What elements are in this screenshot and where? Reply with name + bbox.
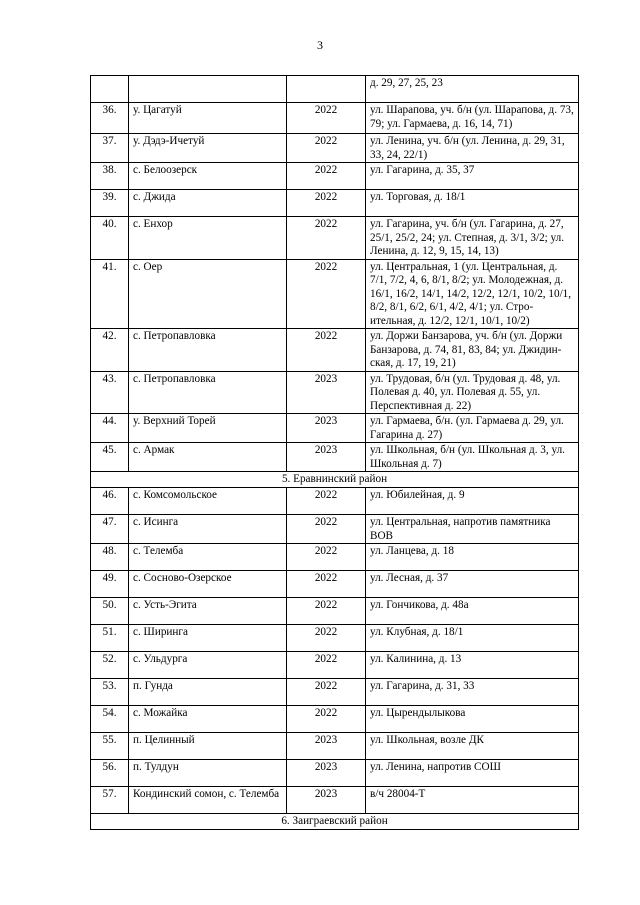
row-year: 2022 xyxy=(287,163,366,190)
row-place: с. Сосново-Озерское xyxy=(129,571,287,598)
table-row xyxy=(91,706,579,733)
table-row xyxy=(91,733,579,760)
row-place: п. Тулдун xyxy=(129,760,287,787)
row-address: ул. Калинина, д. 13 xyxy=(366,652,579,679)
row-year: 2023 xyxy=(287,443,366,472)
row-place: с. Армак xyxy=(129,443,287,472)
table-row xyxy=(91,443,579,472)
table-row-continuation xyxy=(91,76,579,103)
facilities-table xyxy=(90,75,579,830)
row-year: 2022 xyxy=(287,625,366,652)
table-row xyxy=(91,163,579,190)
table-row xyxy=(91,544,579,571)
table-row xyxy=(91,598,579,625)
district-heading: 6. Заиграевский район xyxy=(91,814,579,830)
row-number: 48. xyxy=(91,544,129,571)
table-row xyxy=(91,371,579,414)
row-address: ул. Гагарина, уч. б/н (ул. Гагарина, д. 27, 25/1, 25/2, 24; ул. Степная, д. 3/1, 3/2; ул. Ленина, д. 12, 9, 15, 14, 13) xyxy=(366,217,579,260)
row-year: 2022 xyxy=(287,571,366,598)
row-number: 53. xyxy=(91,679,129,706)
row-place: с. Оер xyxy=(129,259,287,329)
row-address: ул. Ленина, напротив СОШ xyxy=(366,760,579,787)
district-heading: 5. Еравнинский район xyxy=(91,472,579,488)
district-row xyxy=(91,814,579,830)
row-year: 2022 xyxy=(287,259,366,329)
row-address: ул. Гончикова, д. 48а xyxy=(366,598,579,625)
table-row xyxy=(91,625,579,652)
row-address: ул. Клубная, д. 18/1 xyxy=(366,625,579,652)
row-number: 36. xyxy=(91,103,129,134)
table-row xyxy=(91,760,579,787)
row-place: с. Джида xyxy=(129,190,287,217)
row-year: 2023 xyxy=(287,733,366,760)
row-address: ул. Школьная, б/н (ул. Школьная д. 3, ул. Школьная д. 7) xyxy=(366,443,579,472)
row-address: ул. Цырендылыкова xyxy=(366,706,579,733)
row-place: с. Енхор xyxy=(129,217,287,260)
row-number: 57. xyxy=(91,787,129,814)
table-row xyxy=(91,787,579,814)
row-address: ул. Лесная, д. 37 xyxy=(366,571,579,598)
row-year: 2022 xyxy=(287,488,366,515)
row-address: ул. Центральная, 1 (ул. Центральная, д. 7/1, 7/2, 4, 6, 8/1, 8/2; ул. Молодежная, д. 16/1, 16/2, 14/1, 14/2, 12/2, 12/1, 10/2, 10/1, 8/2, 8/1, 6/2, 6/1, 4/2, 4/1; ул. Стро-ительная, д. 12/2, 12/1, 10/1, 10/2) xyxy=(366,259,579,329)
row-year: 2023 xyxy=(287,787,366,814)
row-number: 50. xyxy=(91,598,129,625)
table-row xyxy=(91,488,579,515)
table-row xyxy=(91,190,579,217)
row-address: ул. Центральная, напротив памятника ВОВ xyxy=(366,515,579,544)
row-place: с. Можайка xyxy=(129,706,287,733)
row-place: с. Ульдурга xyxy=(129,652,287,679)
row-place: п. Целинный xyxy=(129,733,287,760)
row-place: с. Петропавловка xyxy=(129,329,287,372)
row-year: 2022 xyxy=(287,544,366,571)
row-number: 52. xyxy=(91,652,129,679)
row-year: 2022 xyxy=(287,515,366,544)
table-row xyxy=(91,571,579,598)
row-address: ул. Трудовая, б/н (ул. Трудовая д. 48, ул. Полевая д. 40, ул. Полевая д. 55, ул. Перспективная д. 22) xyxy=(366,371,579,414)
row-address: в/ч 28004-Т xyxy=(366,787,579,814)
row-number: 56. xyxy=(91,760,129,787)
table-row xyxy=(91,134,579,163)
row-place: п. Гунда xyxy=(129,679,287,706)
table-row xyxy=(91,414,579,443)
row-number: 43. xyxy=(91,371,129,414)
row-number: 39. xyxy=(91,190,129,217)
row-year: 2022 xyxy=(287,103,366,134)
row-number: 40. xyxy=(91,217,129,260)
row-year: 2022 xyxy=(287,598,366,625)
row-address: ул. Доржи Банзарова, уч. б/н (ул. Доржи Банзарова, д. 74, 81, 83, 84; ул. Джидин-ская, д. 17, 19, 21) xyxy=(366,329,579,372)
table-row xyxy=(91,515,579,544)
row-address: ул. Гармаева, б/н. (ул. Гармаева д. 29, ул. Гагарина д. 27) xyxy=(366,414,579,443)
row-year: 2022 xyxy=(287,706,366,733)
row-number: 41. xyxy=(91,259,129,329)
row-number: 49. xyxy=(91,571,129,598)
row-address: ул. Юбилейная, д. 9 xyxy=(366,488,579,515)
row-address: ул. Шарапова, уч. б/н (ул. Шарапова, д. 73, 79; ул. Гармаева, д. 16, 14, 71) xyxy=(366,103,579,134)
row-address: д. 29, 27, 25, 23 xyxy=(366,76,579,103)
row-year: 2022 xyxy=(287,679,366,706)
row-place: у. Цагатуй xyxy=(129,103,287,134)
row-place: у. Дэдэ-Ичетуй xyxy=(129,134,287,163)
row-year: 2023 xyxy=(287,414,366,443)
table-row xyxy=(91,259,579,329)
row-place: с. Ширинга xyxy=(129,625,287,652)
row-number: 55. xyxy=(91,733,129,760)
row-number: 42. xyxy=(91,329,129,372)
row-year: 2022 xyxy=(287,134,366,163)
row-number: 54. xyxy=(91,706,129,733)
row-place: с. Усть-Эгита xyxy=(129,598,287,625)
row-place: с. Телемба xyxy=(129,544,287,571)
table-row xyxy=(91,652,579,679)
table-row xyxy=(91,103,579,134)
row-number: 44. xyxy=(91,414,129,443)
district-row xyxy=(91,472,579,488)
row-year: 2022 xyxy=(287,217,366,260)
row-number: 45. xyxy=(91,443,129,472)
row-year: 2022 xyxy=(287,329,366,372)
row-place: с. Петропавловка xyxy=(129,371,287,414)
row-place: с. Комсомольское xyxy=(129,488,287,515)
row-number: 51. xyxy=(91,625,129,652)
row-year: 2022 xyxy=(287,652,366,679)
row-year xyxy=(287,76,366,103)
row-place: у. Верхний Торей xyxy=(129,414,287,443)
row-address: ул. Ланцева, д. 18 xyxy=(366,544,579,571)
page-number: 3 xyxy=(317,38,323,52)
row-address: ул. Школьная, возле ДК xyxy=(366,733,579,760)
row-address: ул. Гагарина, д. 31, 33 xyxy=(366,679,579,706)
row-place xyxy=(129,76,287,103)
row-number: 47. xyxy=(91,515,129,544)
row-address: ул. Гагарина, д. 35, 37 xyxy=(366,163,579,190)
row-number xyxy=(91,76,129,103)
row-place: с. Исинга xyxy=(129,515,287,544)
row-address: ул. Ленина, уч. б/н (ул. Ленина, д. 29, 31, 33, 24, 22/1) xyxy=(366,134,579,163)
row-year: 2022 xyxy=(287,190,366,217)
row-number: 38. xyxy=(91,163,129,190)
row-number: 37. xyxy=(91,134,129,163)
table-row xyxy=(91,329,579,372)
row-year: 2023 xyxy=(287,371,366,414)
table-row xyxy=(91,679,579,706)
row-address: ул. Торговая, д. 18/1 xyxy=(366,190,579,217)
table-row xyxy=(91,217,579,260)
row-place: Кондинский сомон, с. Телемба xyxy=(129,787,287,814)
row-number: 46. xyxy=(91,488,129,515)
row-place: с. Белоозерск xyxy=(129,163,287,190)
row-year: 2023 xyxy=(287,760,366,787)
